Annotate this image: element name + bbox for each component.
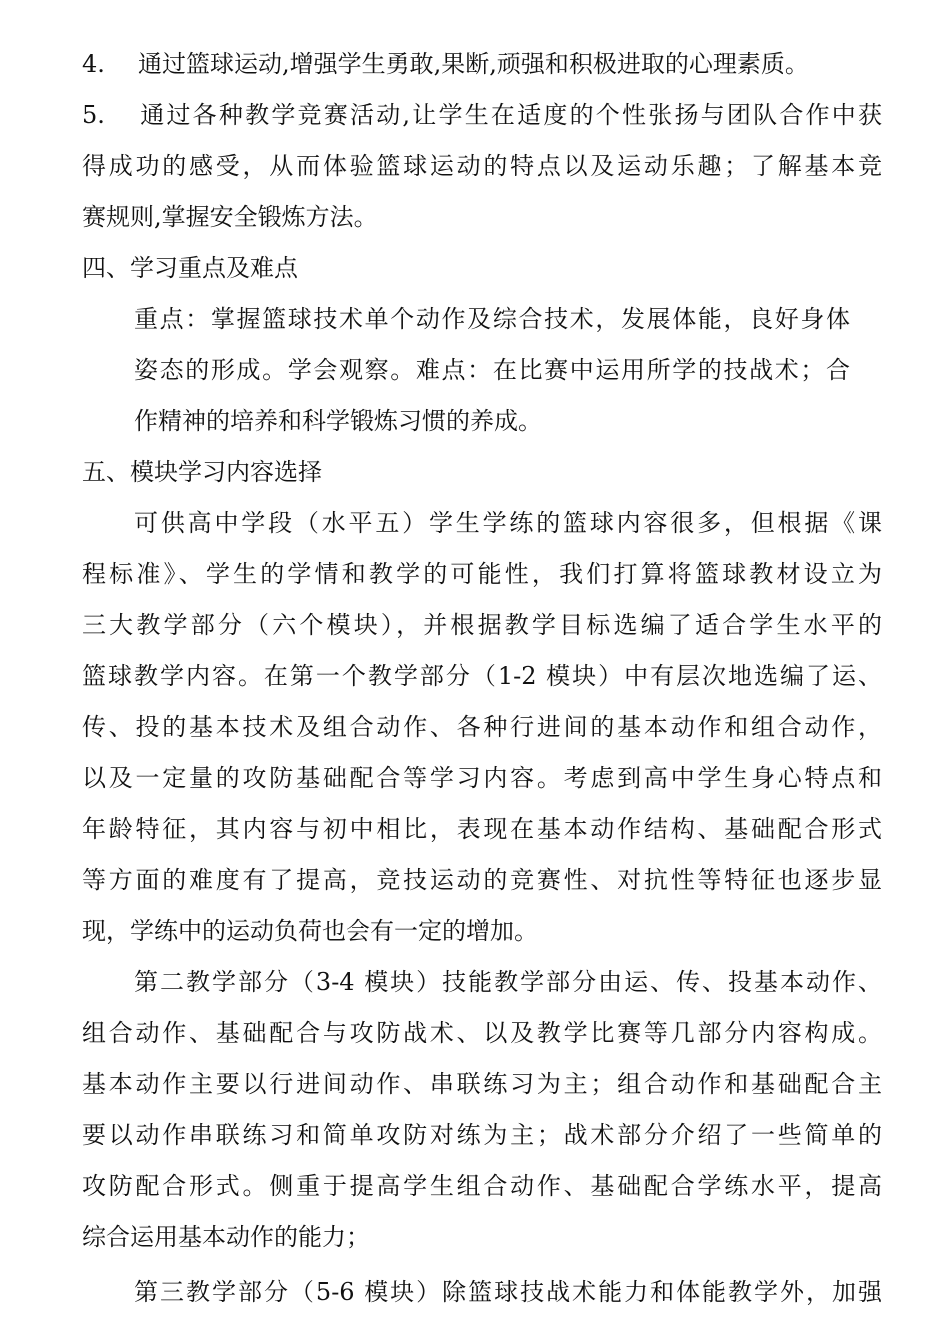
text-line: 得成功的感受，从而体验篮球运动的特点以及运动乐趣；了解基本竞	[82, 152, 882, 180]
text-line: 以及一定量的攻防基础配合等学习内容。考虑到高中学生身心特点和	[82, 764, 882, 792]
text-line: 等方面的难度有了提高，竞技运动的竞赛性、对抗性等特征也逐步显	[82, 866, 882, 894]
text-line: 程标准》、学生的学情和教学的可能性，我们打算将篮球教材设立为	[82, 560, 882, 588]
text-line: 第三教学部分（5-6 模块）除篮球技战术能力和体能教学外，加强	[134, 1278, 882, 1306]
text-line: 年龄特征，其内容与初中相比，表现在基本动作结构、基础配合形式	[82, 815, 882, 843]
text-line: 攻防配合形式。侧重于提高学生组合动作、基础配合学练水平，提高	[82, 1172, 882, 1200]
section-heading-4: 四、学习重点及难点	[82, 254, 298, 282]
text-line: 综合运用基本动作的能力；	[82, 1223, 370, 1251]
text-line: 重点：掌握篮球技术单个动作及综合技术，发展体能，良好身体	[134, 305, 850, 333]
text-line: 可供高中学段（水平五）学生学练的篮球内容很多，但根据《课	[134, 509, 882, 537]
text-line: 第二教学部分（3-4 模块）技能教学部分由运、传、投基本动作、	[134, 968, 882, 996]
text-line: 传、投的基本技术及组合动作、各种行进间的基本动作和组合动作，	[82, 713, 882, 741]
list-number: 5.	[82, 101, 105, 129]
text-line: 现，学练中的运动负荷也会有一定的增加。	[82, 917, 538, 945]
text-line: 组合动作、基础配合与攻防战术、以及教学比赛等几部分内容构成。	[82, 1019, 882, 1047]
text-line: 姿态的形成。学会观察。难点：在比赛中运用所学的技战术；合	[134, 356, 850, 384]
text-line: 作精神的培养和科学锻炼习惯的养成。	[134, 407, 542, 435]
list-text: 通过各种教学竞赛活动,让学生在适度的个性张扬与团队合作中获	[138, 101, 882, 129]
section-heading-5: 五、模块学习内容选择	[82, 458, 322, 486]
list-number: 4.	[82, 50, 105, 78]
text-line: 三大教学部分（六个模块），并根据教学目标选编了适合学生水平的	[82, 611, 882, 639]
text-line: 要以动作串联练习和简单攻防对练为主；战术部分介绍了一些简单的	[82, 1121, 882, 1149]
list-item-4	[82, 48, 882, 80]
text-line: 赛规则,掌握安全锻炼方法。	[82, 203, 378, 231]
text-line: 篮球教学内容。在第一个教学部分（1-2 模块）中有层次地选编了运、	[82, 662, 882, 690]
list-text: 通过篮球运动,增强学生勇敢,果断,顽强和积极进取的心理素质。	[138, 50, 809, 78]
text-line: 基本动作主要以行进间动作、串联练习为主；组合动作和基础配合主	[82, 1070, 882, 1098]
list-item-5	[82, 99, 882, 131]
